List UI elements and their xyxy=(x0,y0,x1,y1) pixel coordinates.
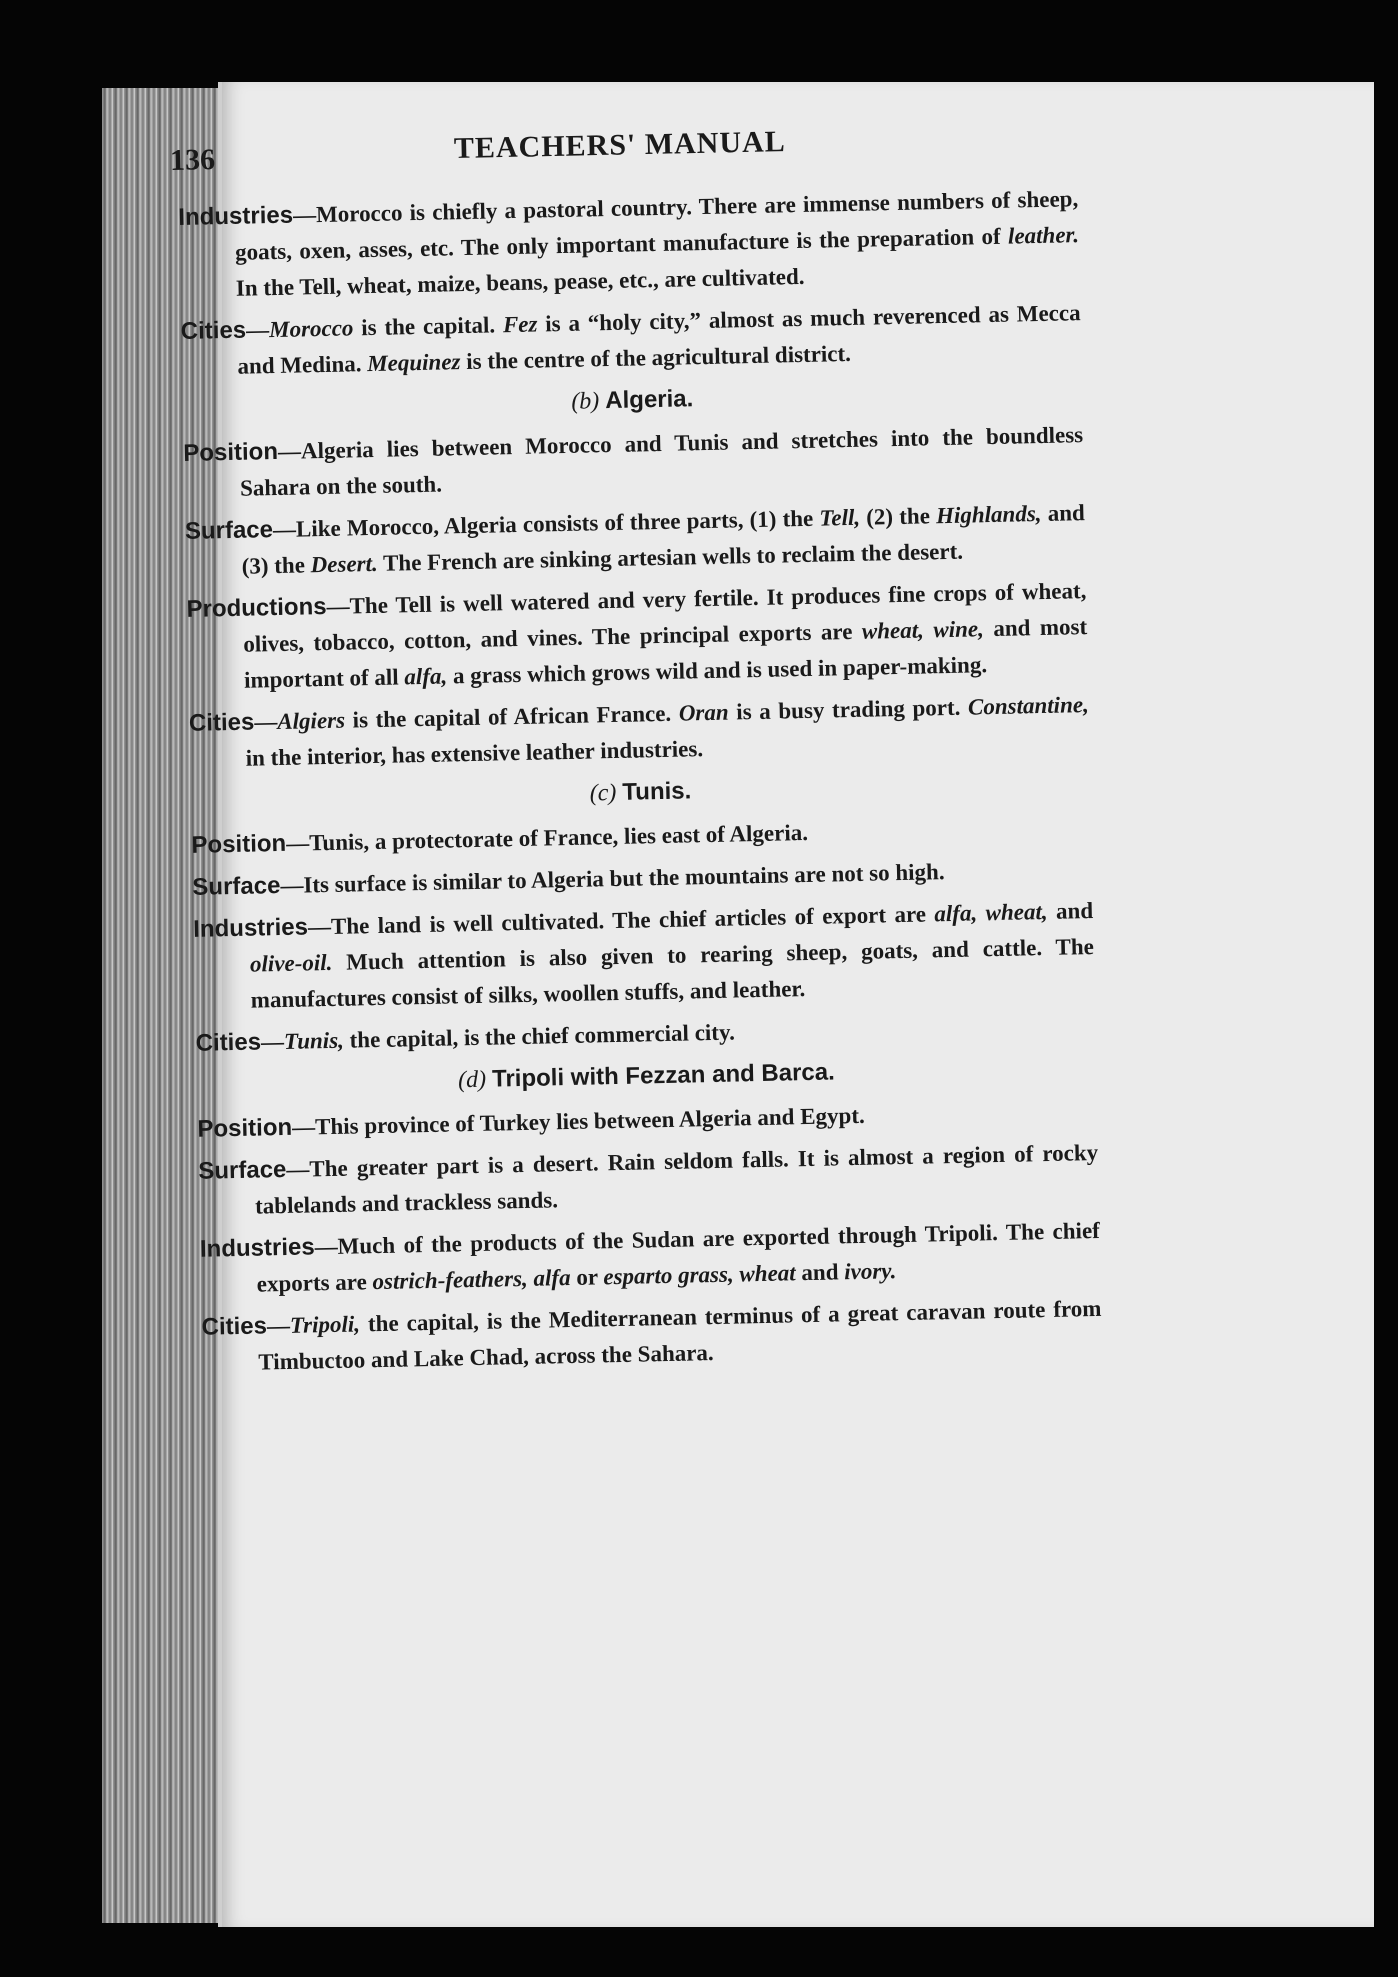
paragraph-text: —Tunis, a protectorate of France, lies east of Algeria. xyxy=(285,819,809,856)
paragraph-text: In the Tell, wheat, maize, beans, pease, etc., are cultivated. xyxy=(235,263,805,301)
term-label: Cities xyxy=(201,1312,268,1341)
page-number: 136 xyxy=(169,143,216,177)
section-letter: (c) xyxy=(589,779,617,807)
section-letter: (d) xyxy=(457,1066,487,1094)
paragraph-text: is the capital. xyxy=(353,312,504,341)
italic-term: Fez xyxy=(502,311,538,338)
paragraph-text: The French are sinking artesian wells to reclaim the desert. xyxy=(377,538,964,576)
term-label: Industries xyxy=(199,1233,315,1263)
algeria-surface xyxy=(185,495,1086,586)
italic-term: wheat, wine, xyxy=(861,616,985,644)
term-label: Productions xyxy=(186,592,327,623)
tripoli-cities xyxy=(201,1291,1102,1382)
term-label: Surface xyxy=(198,1155,287,1185)
term-label: Industries xyxy=(178,201,294,231)
term-label: Position xyxy=(191,829,287,859)
term-label: Cities xyxy=(195,1028,262,1057)
italic-term: Desert. xyxy=(310,550,378,578)
italic-term: alfa, xyxy=(404,663,448,690)
paragraph-text: or xyxy=(570,1264,604,1291)
running-title: TEACHERS' MANUAL xyxy=(453,125,787,166)
paragraph-text: —Morocco is chiefly a pastoral country. There are immense numbers of sheep, goats, oxen, asses, etc. The only important manufacture is the preparation of xyxy=(234,186,1079,265)
italic-term: Mequinez xyxy=(366,349,461,377)
paragraph-text: —The greater part is a desert. Rain seldom falls. It is almost a region of rocky tablelands and trackless sands. xyxy=(254,1139,1099,1219)
italic-term: Tripoli, xyxy=(289,1311,361,1338)
paragraph-text: —The land is well cultivated. The chief articles of export are xyxy=(307,901,935,940)
paragraph-text: and xyxy=(1047,897,1094,924)
paragraph-text: — xyxy=(254,709,278,735)
paragraph-text: is a “holy city,” almost as much reverenced as Mecca and Medina. xyxy=(237,300,1081,379)
italic-term: esparto grass, wheat xyxy=(603,1260,796,1290)
paragraph-text: —Its surface is similar to Algeria but the mountains are not so high. xyxy=(280,859,945,899)
paragraph-text: —Like Morocco, Algeria consists of three parts, (1) the xyxy=(272,505,820,543)
paragraph-text: the capital, is the chief commercial city. xyxy=(343,1019,736,1053)
italic-term: Highlands, xyxy=(935,500,1042,529)
term-label: Cities xyxy=(188,708,255,737)
tripoli-surface xyxy=(198,1135,1099,1226)
algeria-position xyxy=(183,417,1084,508)
paragraph-text: — xyxy=(266,1312,291,1339)
paragraph-text: —Much of the products of the Sudan are exported through Tripoli. The chief exports are xyxy=(256,1217,1101,1297)
section-title: Algeria. xyxy=(604,385,694,415)
term-label: Position xyxy=(197,1113,293,1143)
italic-term: Tunis, xyxy=(283,1027,345,1054)
algeria-cities xyxy=(189,687,1090,778)
paragraph-text: Much attention is also given to rearing sheep, goats, and cattle. The manufactures consist of silks, woollen stuffs, and leather. xyxy=(250,933,1095,1013)
italic-term: ivory. xyxy=(843,1258,897,1285)
algeria-productions xyxy=(186,573,1088,700)
italic-term: Constantine, xyxy=(967,692,1090,720)
paragraph-text: and xyxy=(795,1259,845,1286)
term-label: Industries xyxy=(192,913,309,943)
morocco-industries xyxy=(178,181,1080,308)
italic-term: Morocco xyxy=(268,315,354,343)
paragraph-text: —The Tell is well watered and very fertile. It produces fine crops of wheat, olives, tobacco, cotton, and vines. The principal exports are xyxy=(243,578,1087,657)
paragraph-text: —This province of Turkey lies between Algeria and Egypt. xyxy=(291,1102,865,1140)
italic-term: Tell, xyxy=(819,504,861,531)
paragraph-text: is the centre of the agricultural district. xyxy=(460,340,852,375)
tunis-industries xyxy=(193,893,1095,1020)
section-title: Tripoli with Fezzan and Barca. xyxy=(491,1058,836,1093)
paragraph-text: — xyxy=(245,317,270,343)
section-title: Tunis. xyxy=(622,777,692,806)
tripoli-industries xyxy=(200,1213,1101,1304)
term-label: Cities xyxy=(180,316,247,345)
paragraph-text: in the interior, has extensive leather industries. xyxy=(245,736,704,771)
italic-term: ostrich-feathers, alfa xyxy=(372,1265,571,1295)
paragraph-text: and (3) the xyxy=(241,500,1086,579)
italic-term: olive-oil. xyxy=(249,949,333,977)
section-letter: (b) xyxy=(571,388,600,415)
paragraph-text: and most important of all xyxy=(243,614,1088,693)
italic-term: leather. xyxy=(1007,222,1080,249)
term-label: Surface xyxy=(192,872,281,901)
italic-term: Algiers xyxy=(277,707,346,735)
term-label: Position xyxy=(183,437,279,467)
paragraph-text: (2) the xyxy=(859,503,937,530)
term-label: Surface xyxy=(184,516,274,545)
paragraph-text: a grass which grows wild and is used in paper-making. xyxy=(446,652,988,689)
paragraph-text: — xyxy=(260,1028,285,1055)
morocco-cities xyxy=(180,295,1081,386)
paragraph-text: is the capital of African France. xyxy=(344,700,680,733)
paragraph-text: —Algeria lies between Morocco and Tunis and stretches into the boundless Sahara on the south. xyxy=(239,422,1084,501)
page-text xyxy=(178,181,1103,1388)
italic-term: Oran xyxy=(678,699,729,726)
paragraph-text: is a busy trading port. xyxy=(728,694,969,725)
italic-term: alfa, wheat, xyxy=(934,898,1048,927)
paragraph-text: the capital, is the Mediterranean terminus of a great caravan route from Timbuctoo and Lake Chad, across the Sahara. xyxy=(258,1295,1102,1375)
